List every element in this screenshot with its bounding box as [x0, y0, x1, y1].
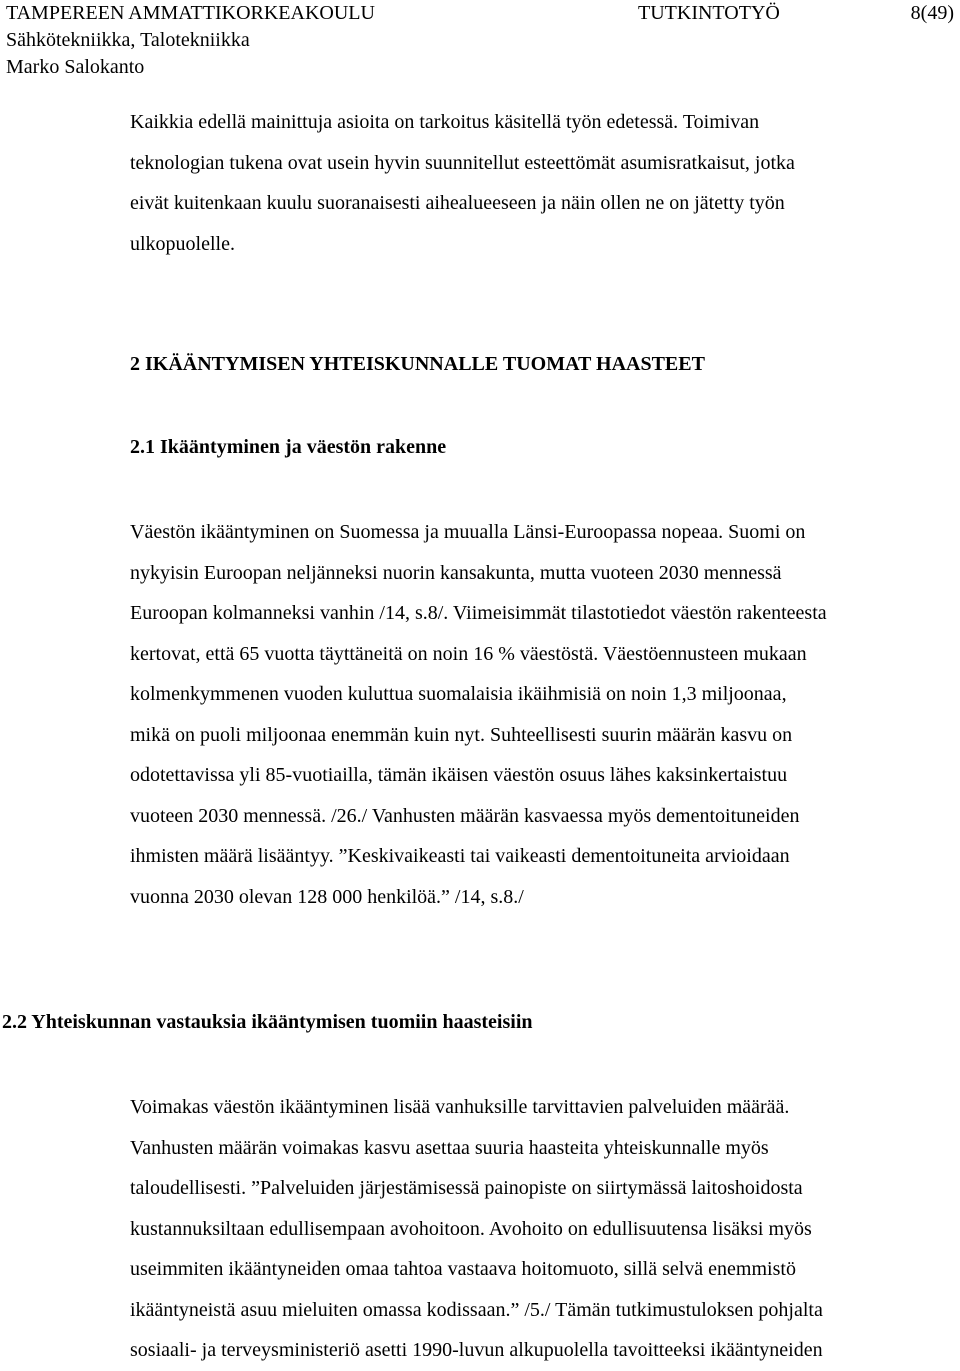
section-2-1-paragraph [130, 512, 827, 917]
section-heading-2-1: 2.1 Ikääntyminen ja väestön rakenne [130, 436, 447, 458]
page-header [6, 0, 954, 81]
paragraph-line: kertovat, että 65 vuotta täyttäneitä on noin 16 % väestöstä. Väestöennusteen mukaan [130, 642, 807, 665]
paragraph-line: vuoteen 2030 mennessä. /26./ Vanhusten määrän kasvaessa myös dementoituneiden [130, 804, 800, 827]
section-heading-2-2: 2.2 Yhteiskunnan vastauksia ikääntymisen tuomiin haasteisiin [2, 1011, 533, 1033]
header-department: Sähkötekniikka, Talotekniikka [6, 29, 250, 51]
header-row-1 [6, 0, 954, 27]
paragraph-line: Euroopan kolmanneksi vanhin /14, s.8/. Viimeisimmät tilastotiedot väestön rakenteesta [130, 602, 827, 624]
paragraph-line: kustannuksiltaan edullisempaan avohoitoon. Avohoito on edullisuutensa lisäksi myös [130, 1217, 812, 1240]
header-row-3 [6, 54, 954, 81]
paragraph-line: taloudellisesti. ”Palveluiden järjestämisessä painopiste on siirtymässä laitoshoidosta [130, 1177, 803, 1199]
chapter-heading: 2 IKÄÄNTYMISEN YHTEISKUNNALLE TUOMAT HAASTEET [130, 353, 705, 375]
paragraph-line: ihmisten määrä lisääntyy. ”Keskivaikeasti tai vaikeasti dementoituneita arvioidaan [130, 845, 790, 867]
paragraph-line: sosiaali- ja terveysministeriö asetti 1990-luvun alkupuolella tavoitteeksi ikääntyneiden [130, 1339, 823, 1361]
header-institution: TAMPEREEN AMMATTIKORKEAKOULU [6, 2, 375, 24]
paragraph-line: nykyisin Euroopan neljänneksi nuorin kansakunta, mutta vuoteen 2030 mennessä [130, 561, 782, 584]
paragraph-line: kolmenkymmenen vuoden kuluttua suomalaisia ikäihmisiä on noin 1,3 miljoonaa, [130, 683, 787, 705]
paragraph-line: ikääntyneistä asuu mieluiten omassa kodissaan.” /5./ Tämän tutkimustuloksen pohjalta [130, 1298, 823, 1321]
paragraph-line: eivät kuitenkaan kuulu suoranaisesti aihealueeseen ja näin ollen ne on jätetty työn [130, 192, 785, 214]
header-row-2 [6, 27, 954, 54]
paragraph-line: odotettavissa yli 85-vuotiailla, tämän ikäisen väestön osuus lähes kaksinkertaistuu [130, 764, 788, 786]
paragraph-line: Voimakas väestön ikääntyminen lisää vanhuksille tarvittavien palveluiden määrää. [130, 1096, 790, 1118]
paragraph-line: Väestön ikääntyminen on Suomessa ja muualla Länsi-Euroopassa nopeaa. Suomi on [130, 521, 806, 543]
paragraph-line: ulkopuolelle. [130, 232, 235, 255]
header-page-number: 8(49) [910, 2, 954, 24]
paragraph-line: teknologian tukena ovat usein hyvin suunnitellut esteettömät asumisratkaisut, jotka [130, 151, 795, 174]
section-2-2-paragraph [130, 1087, 823, 1371]
header-doc-type: TUTKINTOTYÖ [638, 2, 780, 24]
paragraph-line: mikä on puoli miljoonaa enemmän kuin nyt. Suhteellisesti suurin määrän kasvu on [130, 723, 793, 746]
paragraph-line: useimmiten ikääntyneiden omaa tahtoa vastaava hoitomuoto, sillä selvä enemmistö [130, 1258, 796, 1280]
header-author: Marko Salokanto [6, 56, 145, 78]
paragraph-line: Kaikkia edellä mainittuja asioita on tarkoitus käsitellä työn edetessä. Toimivan [130, 111, 760, 133]
paragraph-line: Vanhusten määrän voimakas kasvu asettaa suuria haasteita yhteiskunnalle myös [130, 1136, 769, 1159]
intro-paragraph [130, 102, 795, 264]
paragraph-line: vuonna 2030 olevan 128 000 henkilöä.” /14, s.8./ [130, 885, 524, 908]
